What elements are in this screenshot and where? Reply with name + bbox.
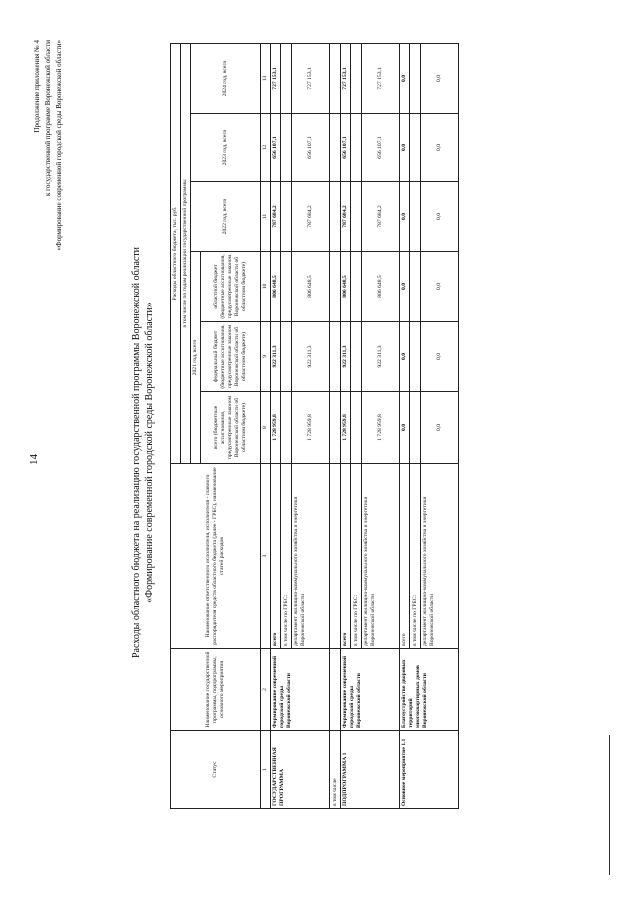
value-cell: 0,0 — [421, 392, 459, 464]
row-label: всего — [271, 464, 281, 649]
header-2022: 2022 год, всего — [191, 182, 261, 252]
value-cell — [281, 392, 292, 464]
header-2024: 2024 год, всего — [191, 44, 261, 114]
col-num: 12 — [261, 114, 271, 182]
appendix-header — [32, 40, 65, 250]
col-num: 11 — [261, 182, 271, 252]
row-label: департамент жилищно-коммунального хозяйства и энергетики Воронежской области — [362, 464, 400, 649]
value-cell: 656 107,1 — [341, 114, 351, 182]
value-cell: 0,0 — [421, 44, 459, 114]
col-num: 3 — [261, 464, 271, 649]
column-number-row — [261, 44, 271, 809]
value-cell — [410, 114, 421, 182]
value-cell: 787 684,2 — [292, 182, 330, 252]
value-cell — [351, 114, 362, 182]
row-label: всего — [400, 464, 410, 649]
value-cell: 0,0 — [400, 182, 410, 252]
value-cell — [281, 44, 292, 114]
value-cell: 656 107,1 — [271, 114, 281, 182]
row-label: всего — [341, 464, 351, 649]
value-cell: 806 648,5 — [341, 252, 351, 322]
value-cell: 806 648,5 — [362, 252, 400, 322]
header-federal: федеральный бюджет (бюджетные ассигнования, предусмотренные законом Воронежской области об областном бюджете) — [201, 322, 261, 392]
subprogram-status: ПОДПРОГРАММА 1 — [341, 731, 400, 809]
value-cell: 727 153,1 — [271, 44, 281, 114]
value-cell: 0,0 — [400, 44, 410, 114]
row-label: в том числе по ГРБС: — [281, 464, 292, 649]
value-cell — [410, 252, 421, 322]
col-num: 10 — [261, 252, 271, 322]
value-cell: 787 684,2 — [341, 182, 351, 252]
value-cell: 806 648,5 — [271, 252, 281, 322]
value-cell — [351, 182, 362, 252]
value-cell: 0,0 — [400, 392, 410, 464]
value-cell — [351, 44, 362, 114]
value-cell: 727 153,1 — [362, 44, 400, 114]
table-row — [400, 44, 410, 809]
value-cell: 0,0 — [400, 114, 410, 182]
row-label: департамент жилищно-коммунального хозяйства и энергетики Воронежской области — [421, 464, 459, 649]
title-line-2: «Формирование современной городской среды Воронежской области» — [144, 302, 155, 603]
value-cell: 656 107,1 — [292, 114, 330, 182]
header-total-all: всего (бюджетные ассигнования, предусмотренные законом Воронежской области об областном бюджете) — [201, 392, 261, 464]
appendix-line-3: «Формирование современной городской среды Воронежской области» — [55, 40, 63, 251]
value-cell: 922 311,3 — [341, 322, 351, 392]
appendix-line-2: к государственной программе Воронежской области — [44, 40, 52, 197]
value-cell: 656 107,1 — [362, 114, 400, 182]
subprogram-name: Формирование современной городской среды Воронежской области — [341, 649, 400, 731]
header-2023: 2023 год, всего — [191, 114, 261, 182]
value-cell — [281, 322, 292, 392]
including-label: в том числе — [330, 731, 341, 809]
value-cell: 1 728 959,8 — [292, 392, 330, 464]
document-title — [130, 0, 156, 905]
value-cell: 0,0 — [400, 322, 410, 392]
value-cell — [281, 182, 292, 252]
col-num: 2 — [261, 649, 271, 731]
value-cell — [351, 392, 362, 464]
value-cell — [281, 114, 292, 182]
col-num: 1 — [261, 731, 271, 809]
row-label: в том числе по ГРБС: — [410, 464, 421, 649]
value-cell: 0,0 — [421, 322, 459, 392]
value-cell: 1 728 959,8 — [341, 392, 351, 464]
appendix-line-1: Продолжение приложения № 4 — [33, 40, 41, 133]
header-by-years: в том числе по годам реализации государственной программы — [181, 44, 191, 464]
value-cell: 1 728 959,8 — [362, 392, 400, 464]
value-cell — [351, 322, 362, 392]
value-cell — [351, 252, 362, 322]
title-line-1: Расходы областного бюджета на реализацию государственной программы Воронежской области — [131, 246, 142, 659]
col-num: 9 — [261, 322, 271, 392]
value-cell — [410, 392, 421, 464]
header-row-1 — [171, 44, 181, 809]
program-name: Формирование современной городской среды Воронежской области — [271, 649, 330, 731]
value-cell: 922 311,3 — [271, 322, 281, 392]
including-row — [330, 44, 341, 809]
header-name: Наименование государственной программы, подпрограммы, основного мероприятия — [171, 649, 261, 731]
value-cell: 0,0 — [421, 114, 459, 182]
header-expenses: Расходы областного бюджета, тыс. руб. — [171, 44, 181, 464]
value-cell — [281, 252, 292, 322]
row-label: в том числе по ГРБС: — [351, 464, 362, 649]
value-cell: 0,0 — [400, 252, 410, 322]
header-executor: Наименование ответственного исполнителя, исполнителя - главного распорядителя средств областного бюджета (далее - ГРБС), наименование статей расходов — [171, 464, 261, 649]
value-cell: 922 311,3 — [362, 322, 400, 392]
value-cell: 727 153,1 — [341, 44, 351, 114]
value-cell: 0,0 — [421, 252, 459, 322]
header-2021-total: 2021 год, всего — [191, 252, 201, 464]
program-status: ГОСУДАРСТВЕННАЯ ПРОГРАММА — [271, 731, 330, 809]
col-num: 13 — [261, 44, 271, 114]
value-cell — [410, 182, 421, 252]
value-cell — [410, 322, 421, 392]
value-cell: 922 311,3 — [292, 322, 330, 392]
value-cell: 787 684,2 — [271, 182, 281, 252]
value-cell: 1 728 959,8 — [271, 392, 281, 464]
header-regional: областной бюджет (бюджетные ассигнования, предусмотренные законом Воронежской области об областном бюджете) — [201, 252, 261, 322]
header-status: Статус — [171, 731, 261, 809]
value-cell: 787 684,2 — [362, 182, 400, 252]
table-row — [341, 44, 351, 809]
page-number: 14 — [28, 454, 40, 465]
value-cell: 0,0 — [421, 182, 459, 252]
footer-divider — [609, 735, 610, 875]
activity-status: Основное мероприятие 1.1 — [400, 731, 459, 809]
value-cell: 727 153,1 — [292, 44, 330, 114]
table-row — [271, 44, 281, 809]
col-num: 8 — [261, 392, 271, 464]
value-cell: 806 648,5 — [292, 252, 330, 322]
value-cell — [410, 44, 421, 114]
row-label: департамент жилищно-коммунального хозяйства и энергетики Воронежской области — [292, 464, 330, 649]
expenses-table — [170, 43, 459, 809]
activity-name: Благоустройство дворовых территорий многоквартирных домов Воронежской области — [400, 649, 459, 731]
